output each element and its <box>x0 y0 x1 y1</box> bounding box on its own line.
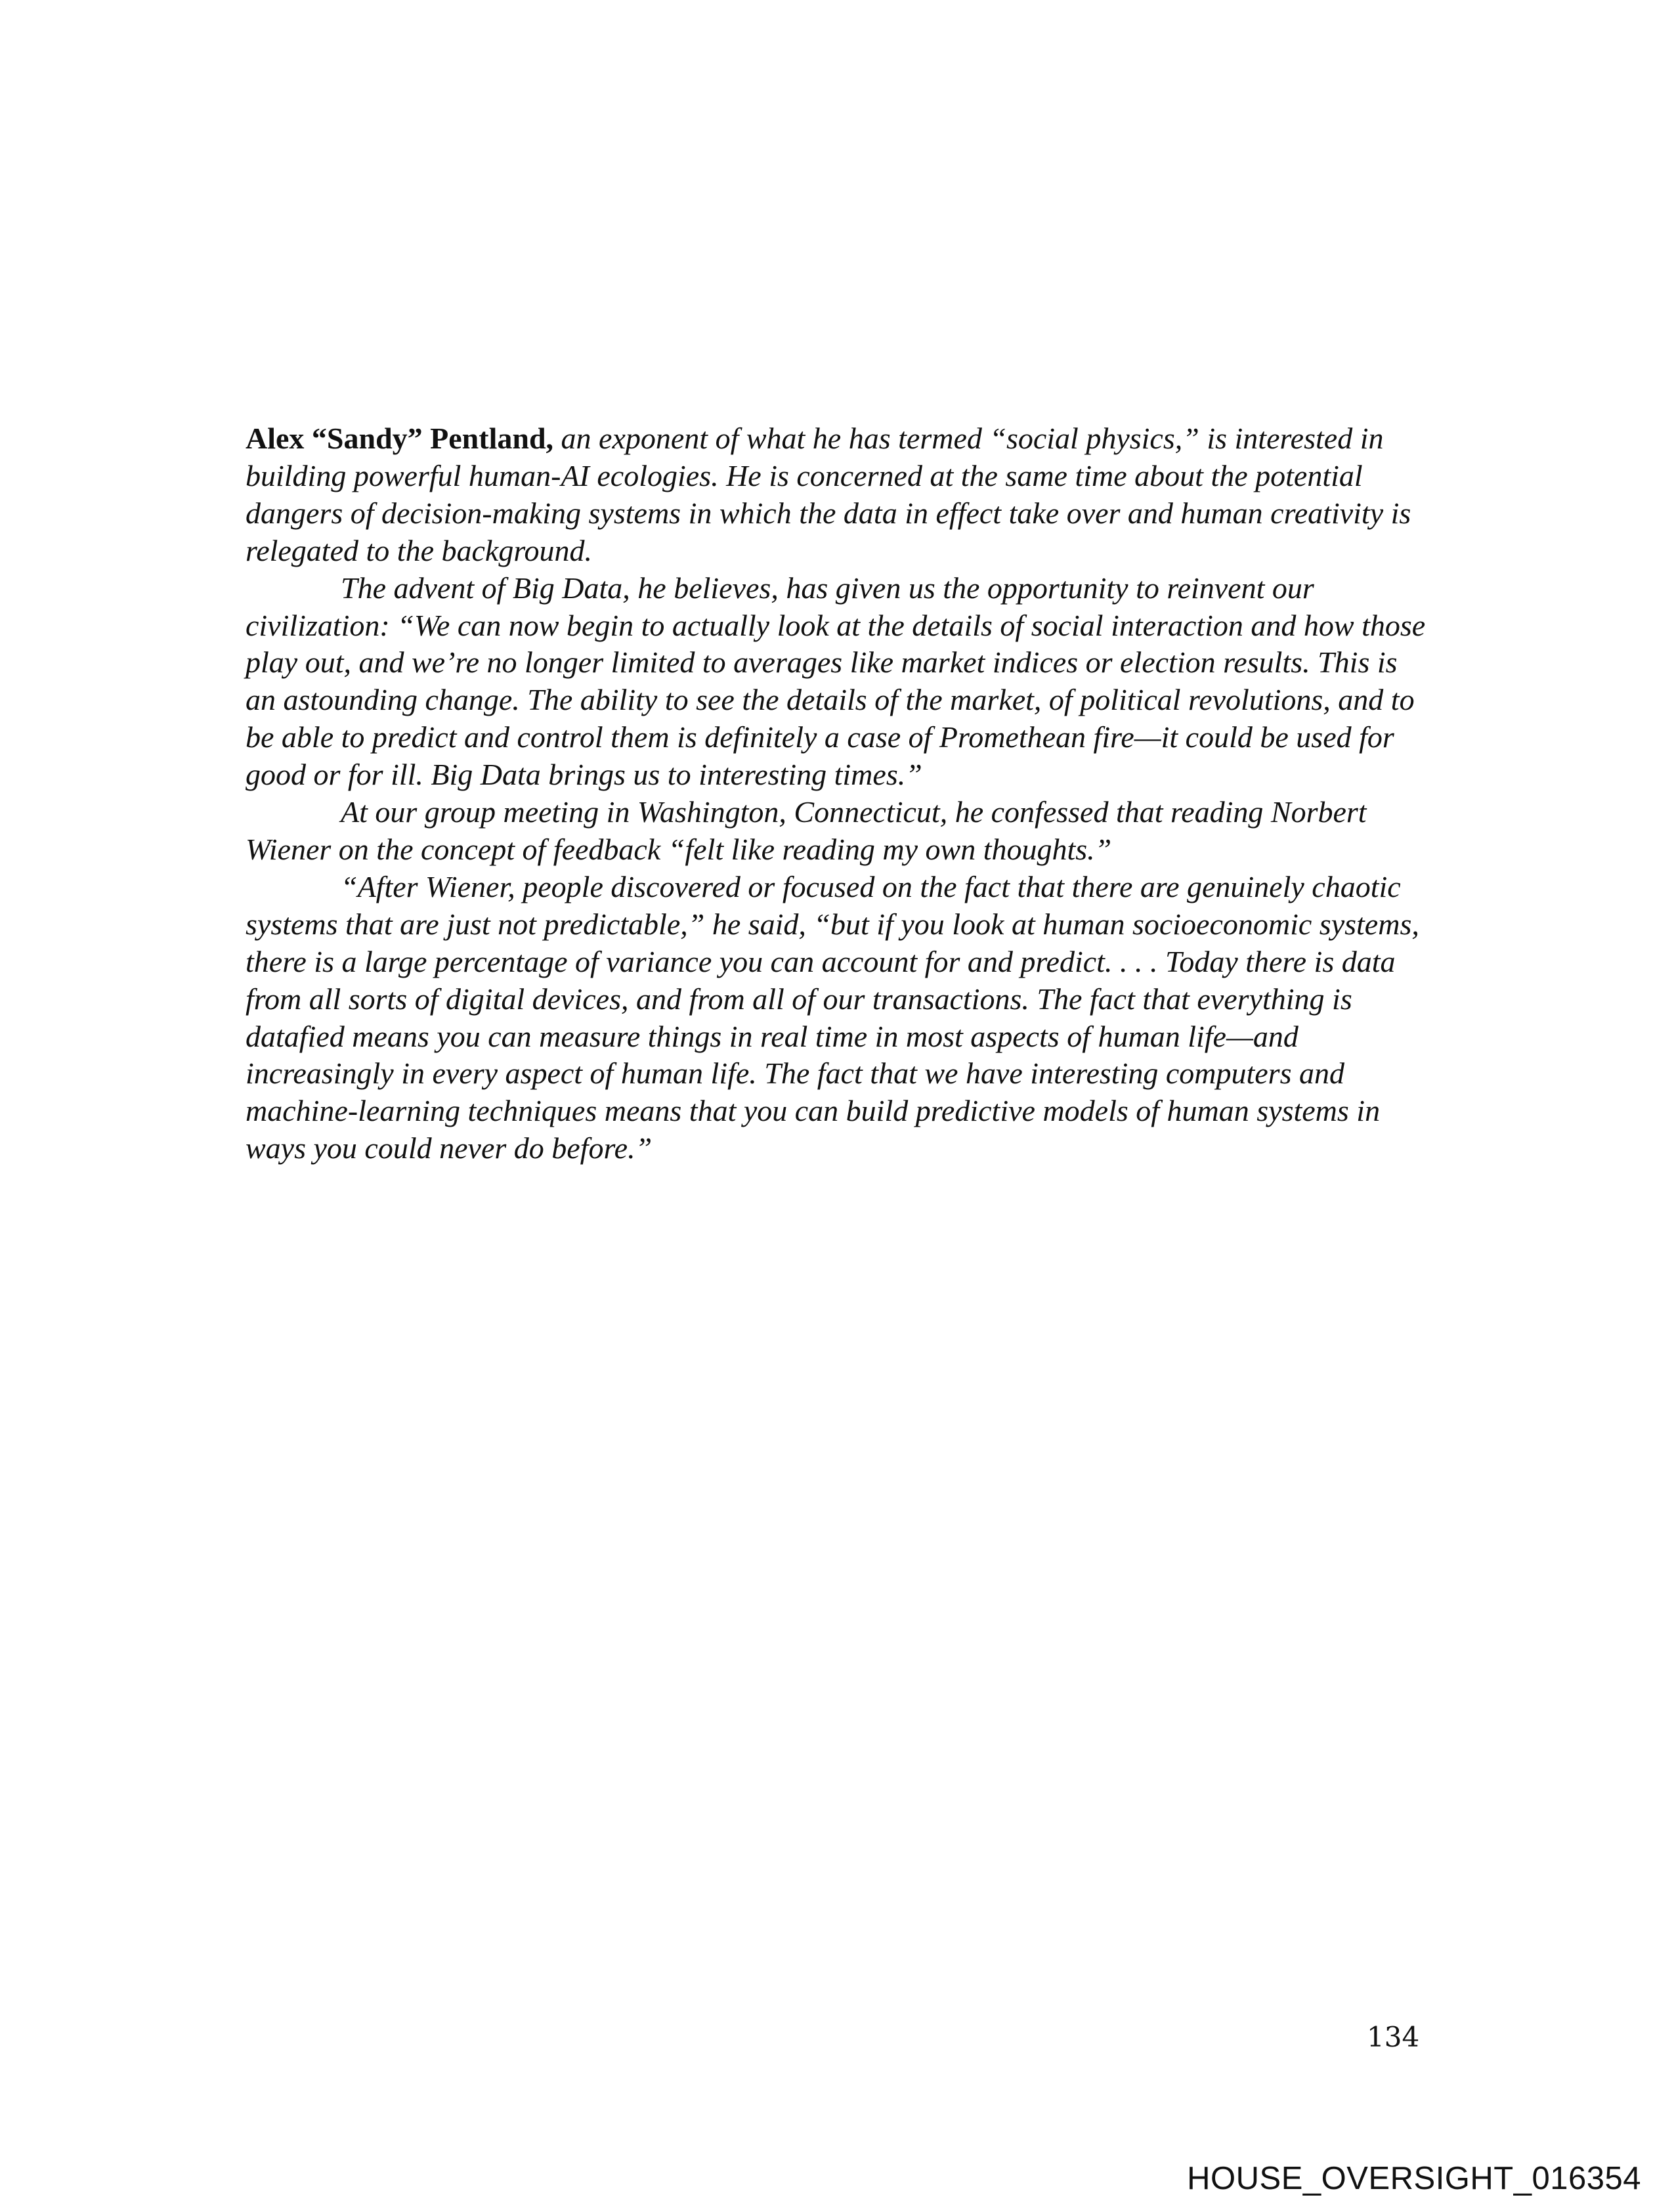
paragraph-meeting: At our group meeting in Washington, Connecticut, he confessed that reading Norbert Wiener on the concept of feedback “felt like reading my own thoughts.” <box>246 795 1367 866</box>
paragraph-quote: “After Wiener, people discovered or focused on the fact that there are genuinely chaotic systems that are just not predictable,” he said, “but if you look at human socioeconomic systems, there is a large percentage of variance you can account for and predict. . . . Today there is data from all sorts of digital devices, and from all of our transactions. The fact that everything is datafied means you can measure things in real time in most aspects of human life—and increasingly in every aspect of human life. The fact that we have interesting computers and machine-learning techniques means that you can build predictive models of human systems in ways you could never do before.” <box>246 869 1419 1165</box>
body-text <box>246 420 1434 1167</box>
paragraph-intro <box>246 420 1434 570</box>
page-number: 134 <box>1367 2021 1420 2053</box>
paragraph-big-data: The advent of Big Data, he believes, has given us the opportunity to reinvent our civilization: “We can now begin to actually look at the details of social interaction and how those play out, and we’re no longer limited to averages like market indices or election results. This is an astounding change. The ability to see the details of the market, of political revolutions, and to be able to predict and control them is definitely a case of Promethean fire—it could be used for good or for ill. Big Data brings us to interesting times.” <box>246 571 1426 792</box>
paragraph-intro-text: an exponent of what he has termed “social physics,” is interested in building powerful human-AI ecologies. He is concerned at the same time about the potential dangers of decision-making systems in which the data in effect take over and human creativity is relegated to the background. <box>246 422 1411 567</box>
author-name: Alex “Sandy” Pentland, <box>246 422 554 455</box>
bates-number: HOUSE_OVERSIGHT_016354 <box>1187 2161 1641 2196</box>
